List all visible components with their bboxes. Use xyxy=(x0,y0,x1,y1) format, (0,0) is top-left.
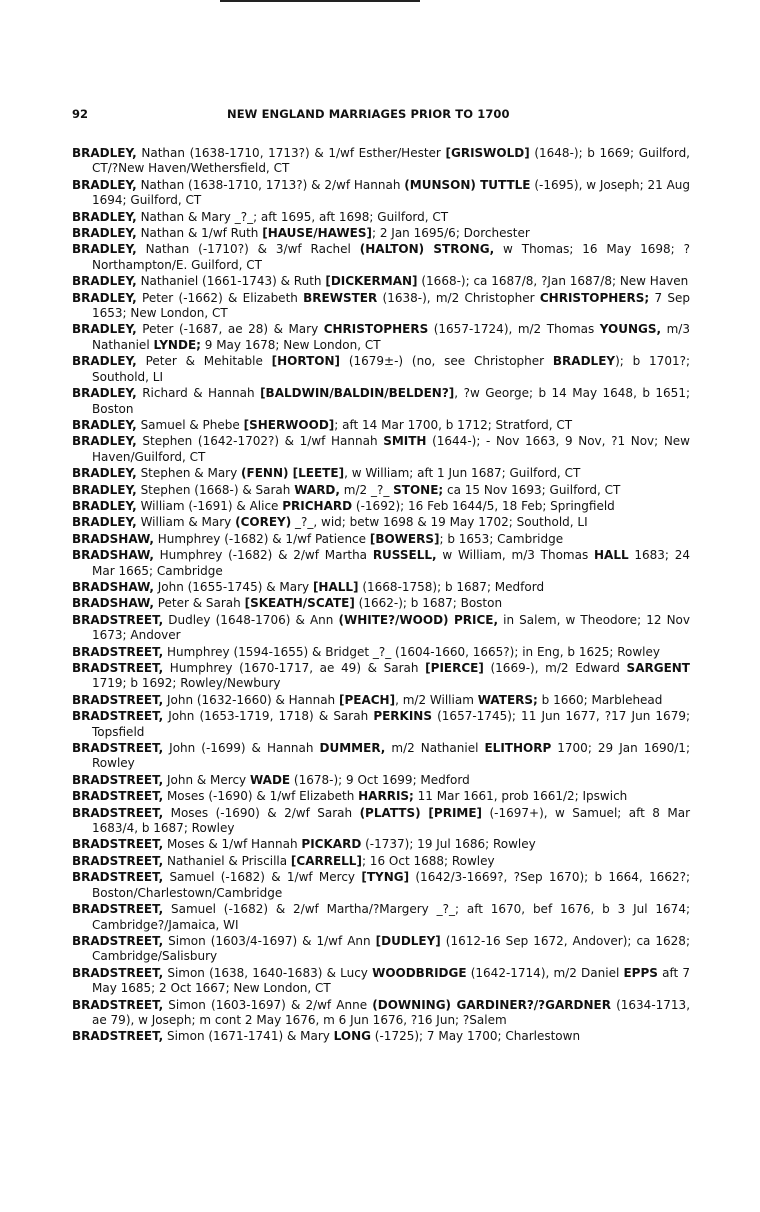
entry-bold-name: BRADLEY, xyxy=(72,515,137,530)
marriage-entry xyxy=(72,291,690,322)
marriage-entry xyxy=(72,434,690,465)
marriage-entry xyxy=(72,934,690,965)
marriage-entry xyxy=(72,418,690,433)
entry-text: (1679±-) (no, see Christopher xyxy=(340,354,553,369)
entry-bold-name: DUMMER, xyxy=(319,741,386,756)
entry-text: _?_, wid; betw 1698 & 19 May 1702; Southold, LI xyxy=(291,515,588,530)
entry-text: (1668-1758); b 1687; Medford xyxy=(358,579,545,594)
entry-bold-name: [BOWERS] xyxy=(369,531,440,546)
marriage-entry xyxy=(72,499,690,514)
entry-bold-name: BRADLEY, xyxy=(72,386,137,401)
entry-text: ; aft 14 Mar 1700, b 1712; Stratford, CT xyxy=(334,417,573,432)
entry-bold-name: BRADLEY, xyxy=(72,146,137,160)
entry-text: Simon (1603-1697) & 2/wf Anne xyxy=(163,997,373,1012)
marriage-entry xyxy=(72,709,690,740)
entry-bold-name: BRADSTREET, xyxy=(72,789,164,804)
entry-bold-name: [GRISWOLD] xyxy=(445,146,530,160)
entry-text: (-1695), w Joseph; 21 Aug 1694; Guilford, CT xyxy=(92,177,691,208)
marriage-entry xyxy=(72,806,690,837)
marriage-entry xyxy=(72,613,690,644)
entry-bold-name: BRADLEY, xyxy=(72,242,137,257)
entry-text: Nathan (-1710?) & 3/wf Rachel xyxy=(136,242,360,257)
entry-bold-name: (HALTON) STRONG, xyxy=(359,242,495,257)
entry-text: (1644-); - Nov 1663, 9 Nov, ?1 Nov; New Haven/Guilford, CT xyxy=(92,434,690,464)
entry-text: Stephen (1642-1702?) & 1/wf Hannah xyxy=(136,434,384,449)
entry-text: Nathaniel & Priscilla xyxy=(163,853,291,868)
entry-text: ; b 1653; Cambridge xyxy=(439,531,564,546)
entry-text: Humphrey (-1682) & 1/wf Patience xyxy=(153,531,370,546)
entry-bold-name: [DUDLEY] xyxy=(375,933,441,948)
entry-bold-name: BRADSTREET, xyxy=(72,997,164,1012)
entry-bold-name: BRADSTREET, xyxy=(72,1029,164,1044)
marriage-entry xyxy=(72,1029,690,1044)
entry-text: ; 2 Jan 1695/6; Dorchester xyxy=(371,226,530,241)
marriage-entry xyxy=(72,902,690,933)
entry-bold-name: BRADLEY, xyxy=(72,466,137,481)
entry-text: 11 Mar 1661, prob 1661/2; Ipswich xyxy=(413,789,628,804)
entry-text: (1669-), m/2 Edward xyxy=(483,661,627,675)
entry-bold-name: BRADSTREET, xyxy=(72,692,164,707)
entry-bold-name: BRADLEY, xyxy=(72,226,137,241)
entry-text: Simon (1638, 1640-1683) & Lucy xyxy=(163,965,373,980)
entry-text: (1657-1745); 11 Jun 1677, ?17 Jun 1679; Topsfield xyxy=(92,709,691,739)
entry-text: (1668-); ca 1687/8, ?Jan 1687/8; New Haven xyxy=(417,274,689,289)
entry-bold-name: BRADLEY, xyxy=(72,482,137,497)
entry-text: , w William; aft 1 Jun 1687; Guilford, CT xyxy=(344,466,581,481)
entry-text: ; 16 Oct 1688; Rowley xyxy=(361,853,495,868)
marriage-entry xyxy=(72,645,690,660)
entry-bold-name: BRADSHAW, xyxy=(72,531,154,546)
entry-text: Stephen & Mary xyxy=(136,466,242,481)
entry-bold-name: (MUNSON) TUTTLE xyxy=(404,177,531,192)
entry-text: 1719; b 1692; Rowley/Newbury xyxy=(92,676,281,691)
entry-bold-name: [BALDWIN/BALDIN/BELDEN?] xyxy=(260,386,455,401)
entry-text: Peter (-1687, ae 28) & Mary xyxy=(136,322,324,337)
entry-bold-name: RUSSELL, xyxy=(372,548,437,563)
entry-bold-name: ELITHORP xyxy=(484,741,552,756)
marriage-entry xyxy=(72,837,690,852)
marriage-entry xyxy=(72,854,690,869)
entry-text: John (1653-1719, 1718) & Sarah xyxy=(163,709,374,724)
entry-text: w William, m/3 Thomas xyxy=(436,548,594,563)
marriage-entry xyxy=(72,386,690,417)
entry-bold-name: CHRISTOPHERS; xyxy=(539,290,650,305)
entry-text: , ?w George; b 14 May 1648, b 1651; Boston xyxy=(92,386,690,416)
marriage-entry xyxy=(72,226,690,241)
entry-text: (1642/3-1669?, ?Sep 1670); b 1664, 1662?; Boston/Charlestown/Cambridge xyxy=(92,870,690,900)
entry-text: (-1725); 7 May 1700; Charlestown xyxy=(370,1029,581,1044)
entry-bold-name: (DOWNING) GARDINER?/?GARDNER xyxy=(372,997,611,1012)
entry-text: Samuel (-1682) & 2/wf Martha/?Margery _?_; aft 1670, bef 1676, b 3 Jul 1674; Cambridge?/Jamaica, WI xyxy=(92,902,690,932)
top-edge-rule xyxy=(220,0,420,2)
entry-bold-name: BRADLEY, xyxy=(72,434,137,449)
entry-text: Nathaniel (1661-1743) & Ruth xyxy=(136,274,326,289)
entry-bold-name: [HORTON] xyxy=(271,354,340,369)
entry-text: Samuel & Phebe xyxy=(136,417,244,432)
entry-bold-name: BRADSTREET, xyxy=(72,965,164,980)
entry-text: b 1660; Marblehead xyxy=(537,692,663,707)
entry-text: Moses & 1/wf Hannah xyxy=(163,837,302,852)
entry-bold-name: HALL xyxy=(593,548,629,563)
marriage-entry xyxy=(72,515,690,530)
entry-bold-name: BRADSTREET, xyxy=(72,644,164,659)
entry-text: w Thomas; 16 May 1698; ?Northampton/E. Guilford, CT xyxy=(92,242,690,272)
entry-text: 1683; 24 Mar 1665; Cambridge xyxy=(92,548,690,578)
entry-text: , m/2 William xyxy=(395,692,478,707)
entry-bold-name: BRADSTREET, xyxy=(72,741,164,756)
marriage-entries-list xyxy=(72,146,690,1046)
entry-bold-name: BRADSHAW, xyxy=(72,579,154,594)
marriage-entry xyxy=(72,322,690,353)
entry-bold-name: BRADSTREET, xyxy=(72,870,164,885)
marriage-entry xyxy=(72,146,690,177)
entry-text: 9 May 1678; New London, CT xyxy=(200,337,381,352)
entry-bold-name: BRADSTREET, xyxy=(72,902,164,917)
entry-bold-name: BRADSTREET, xyxy=(72,853,164,868)
marriage-entry xyxy=(72,741,690,772)
entry-text: Humphrey (1670-1717, ae 49) & Sarah xyxy=(163,661,426,675)
marriage-entry xyxy=(72,210,690,225)
entry-text: ca 15 Nov 1693; Guilford, CT xyxy=(443,482,621,497)
marriage-entry xyxy=(72,354,690,385)
entry-bold-name: WATERS; xyxy=(477,692,538,707)
entry-text: Moses (-1690) & 2/wf Sarah xyxy=(163,805,360,820)
marriage-entry xyxy=(72,870,690,901)
entry-bold-name: BRADSHAW, xyxy=(72,596,154,611)
entry-text: m/2 Nathaniel xyxy=(385,741,485,756)
entry-bold-name: SARGENT xyxy=(626,661,690,675)
marriage-entry xyxy=(72,532,690,547)
entry-text: in Salem, w Theodore; 12 Nov 1673; Andover xyxy=(92,612,690,643)
entry-bold-name: CHRISTOPHERS xyxy=(323,322,429,337)
marriage-entry xyxy=(72,483,690,498)
entry-text: m/3 Nathaniel xyxy=(92,322,690,352)
entry-bold-name: WARD, xyxy=(294,482,340,497)
entry-bold-name: BRADLEY, xyxy=(72,290,137,305)
marriage-entry xyxy=(72,548,690,579)
entry-bold-name: HARRIS; xyxy=(358,789,414,804)
entry-bold-name: BRADSHAW, xyxy=(72,548,154,563)
entry-bold-name: BRADSTREET, xyxy=(72,661,164,675)
marriage-entry xyxy=(72,661,690,692)
entry-text: William & Mary xyxy=(136,515,236,530)
entry-text: John (1655-1745) & Mary xyxy=(153,579,313,594)
entry-bold-name: BRADLEY, xyxy=(72,417,137,432)
marriage-entry xyxy=(72,596,690,611)
entry-bold-name: [HAUSE/HAWES] xyxy=(262,226,372,241)
entry-bold-name: BRADLEY xyxy=(552,354,616,369)
entry-text: (-1737); 19 Jul 1686; Rowley xyxy=(361,837,536,852)
entry-bold-name: [HALL] xyxy=(312,579,359,594)
page-number: 92 xyxy=(72,107,89,121)
entry-bold-name: BRADSTREET, xyxy=(72,612,164,627)
entry-text: Samuel (-1682) & 1/wf Mercy xyxy=(163,870,362,885)
entry-bold-name: WADE xyxy=(249,772,291,787)
entry-text: 1700; 29 Jan 1690/1; Rowley xyxy=(92,741,690,771)
entry-text: (1662-); b 1687; Boston xyxy=(354,596,503,611)
entry-text: Peter & Sarah xyxy=(153,596,245,611)
entry-text: (1678-); 9 Oct 1699; Medford xyxy=(290,772,470,787)
entry-bold-name: BRADSTREET, xyxy=(72,837,164,852)
marriage-entry xyxy=(72,998,690,1029)
entry-text: John (1632-1660) & Hannah xyxy=(163,692,339,707)
entry-text: (1657-1724), m/2 Thomas xyxy=(428,322,600,337)
entry-text: (1642-1714), m/2 Daniel xyxy=(466,965,624,980)
entry-bold-name: BRADSTREET, xyxy=(72,709,164,724)
entry-text: (1638-), m/2 Christopher xyxy=(377,290,540,305)
entry-bold-name: PICKARD xyxy=(301,837,362,852)
marriage-entry xyxy=(72,178,690,209)
entry-bold-name: PRICHARD xyxy=(282,498,353,513)
entry-bold-name: STONE; xyxy=(393,482,444,497)
entry-text: (-1697+), w Samuel; aft 8 Mar 1683/4, b 1687; Rowley xyxy=(92,805,691,836)
entry-bold-name: [TYNG] xyxy=(361,870,410,885)
entry-bold-name: BRADLEY, xyxy=(72,274,137,289)
entry-text: John & Mercy xyxy=(163,772,250,787)
entry-text: Humphrey (-1682) & 2/wf Martha xyxy=(153,548,373,563)
entry-bold-name: (PLATTS) [PRIME] xyxy=(359,805,483,820)
entry-text: Moses (-1690) & 1/wf Elizabeth xyxy=(163,789,359,804)
entry-bold-name: [CARRELL] xyxy=(290,853,362,868)
entry-text: Nathan (1638-1710, 1713?) & 1/wf Esther/Hester xyxy=(136,146,446,160)
entry-bold-name: LONG xyxy=(333,1029,371,1044)
entry-text: Nathan & Mary _?_; aft 1695, aft 1698; Guilford, CT xyxy=(136,209,449,224)
entry-bold-name: YOUNGS, xyxy=(599,322,662,337)
entry-bold-name: LYNDE; xyxy=(153,337,201,352)
entry-text: Simon (1603/4-1697) & 1/wf Ann xyxy=(163,933,376,948)
entry-bold-name: BREWSTER xyxy=(303,290,378,305)
entry-bold-name: BRADSTREET, xyxy=(72,933,164,948)
entry-bold-name: [SKEATH/SCATE] xyxy=(244,596,355,611)
marriage-entry xyxy=(72,580,690,595)
entry-text: ); b 1701?; Southold, LI xyxy=(92,354,690,384)
marriage-entry xyxy=(72,773,690,788)
entry-bold-name: SMITH xyxy=(383,434,427,449)
entry-text: Stephen (1668-) & Sarah xyxy=(136,482,295,497)
entry-text: Nathan & 1/wf Ruth xyxy=(136,226,263,241)
entry-text: m/2 _?_ xyxy=(339,482,394,497)
entry-bold-name: BRADLEY, xyxy=(72,209,137,224)
entry-text: Simon (1671-1741) & Mary xyxy=(163,1029,334,1044)
entry-bold-name: BRADSTREET, xyxy=(72,805,164,820)
marriage-entry xyxy=(72,242,690,273)
entry-bold-name: BRADLEY, xyxy=(72,322,137,337)
entry-text: Richard & Hannah xyxy=(136,386,261,401)
marriage-entry xyxy=(72,693,690,708)
entry-text: (-1692); 16 Feb 1644/5, 18 Feb; Springfield xyxy=(352,498,615,513)
entry-bold-name: EPPS xyxy=(623,965,658,980)
entry-bold-name: BRADLEY, xyxy=(72,354,137,369)
entry-bold-name: [SHERWOOD] xyxy=(243,417,335,432)
entry-bold-name: BRADSTREET, xyxy=(72,772,164,787)
marriage-entry xyxy=(72,274,690,289)
entry-text: William (-1691) & Alice xyxy=(136,498,283,513)
entry-text: (1612-16 Sep 1672, Andover); ca 1628; Cambridge/Salisbury xyxy=(92,933,690,964)
running-head: NEW ENGLAND MARRIAGES PRIOR TO 1700 xyxy=(227,107,510,121)
entry-bold-name: BRADLEY, xyxy=(72,498,137,513)
entry-bold-name: PERKINS xyxy=(373,709,432,724)
entry-bold-name: (WHITE?/WOOD) PRICE, xyxy=(338,612,499,627)
entry-text: John (-1699) & Hannah xyxy=(163,741,320,756)
entry-text: (1648-); b 1669; Guilford, CT/?New Haven/Wethersfield, CT xyxy=(92,146,690,176)
entry-text: Peter (-1662) & Elizabeth xyxy=(136,290,304,305)
entry-bold-name: [PIERCE] xyxy=(425,661,484,675)
marriage-entry xyxy=(72,966,690,997)
entry-text: Dudley (1648-1706) & Ann xyxy=(163,612,339,627)
entry-text: Peter & Mehitable xyxy=(136,354,272,369)
entry-bold-name: [DICKERMAN] xyxy=(325,274,418,289)
entry-text: Humphrey (1594-1655) & Bridget _?_ (1604-1660, 1665?); in Eng, b 1625; Rowley xyxy=(163,644,660,659)
entry-bold-name: WOODBRIDGE xyxy=(372,965,467,980)
marriage-entry xyxy=(72,789,690,804)
entry-bold-name: (FENN) [LEETE] xyxy=(241,466,345,481)
entry-bold-name: [PEACH] xyxy=(338,692,396,707)
entry-text: Nathan (1638-1710, 1713?) & 2/wf Hannah xyxy=(136,177,405,192)
entry-text: 7 Sep 1653; New London, CT xyxy=(92,290,690,321)
entry-text: (1634-1713, ae 79), w Joseph; m cont 2 May 1676, m 6 Jun 1676, ?16 Jun; ?Salem xyxy=(92,997,691,1027)
entry-bold-name: BRADLEY, xyxy=(72,177,137,192)
marriage-entry xyxy=(72,466,690,481)
entry-text: aft 7 May 1685; 2 Oct 1667; New London, CT xyxy=(92,965,690,996)
entry-bold-name: (COREY) xyxy=(235,515,292,530)
